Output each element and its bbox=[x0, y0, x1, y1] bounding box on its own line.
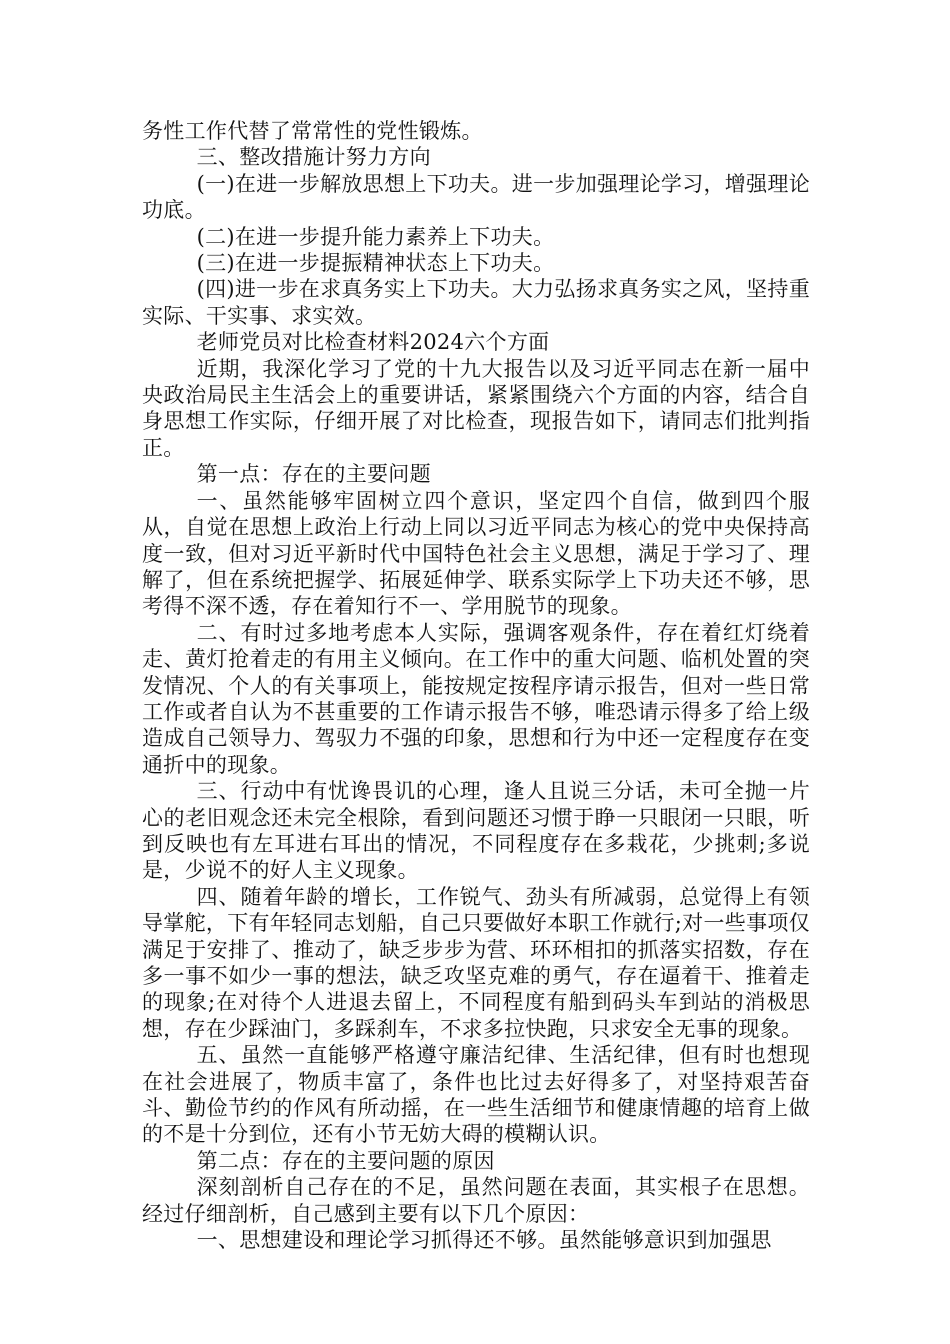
paragraph: 深刻剖析自己存在的不足，虽然问题在表面，其实根子在思想。经过仔细剖析，自己感到主要有以下几个原因： bbox=[142, 1175, 810, 1226]
paragraph: 三、整改措施计努力方向 bbox=[196, 145, 431, 170]
paragraph: 第二点：存在的主要问题的原因 bbox=[196, 1148, 495, 1173]
paragraph: 三、行动中有忧谗畏讥的心理，逢人且说三分话，未可全抛一片心的老旧观念还未完全根除，看到问题还习惯于睁一只眼闭一只眼，听到反映也有左耳进右耳出的情况，不同程度存在多栽花，少挑刺;多说是，少说不的好人主义现象。 bbox=[142, 779, 810, 883]
paragraph: (四)进一步在求真务实上下功夫。大力弘扬求真务实之风，坚持重实际、干实事、求实效。 bbox=[142, 277, 810, 328]
paragraph: 一、虽然能够牢固树立四个意识，坚定四个自信，做到四个服从，自觉在思想上政治上行动上同以习近平同志为核心的党中央保持高度一致，但对习近平新时代中国特色社会主义思想，满足于学习了、理解了，但在系统把握学、拓展延伸学、联系实际学上下功夫还不够，思考得不深不透，存在着知行不一、学用脱节的现象。 bbox=[142, 488, 810, 619]
paragraph: (一)在进一步解放思想上下功夫。进一步加强理论学习，增强理论功底。 bbox=[142, 171, 810, 223]
paragraph: (三)在进一步提振精神状态上下功夫。 bbox=[196, 251, 555, 276]
paragraph: 务性工作代替了常常性的党性锻炼。 bbox=[142, 119, 483, 143]
paragraph: 老师党员对比检查材料2024六个方面 bbox=[196, 330, 550, 355]
paragraph: 近期，我深化学习了党的十九大报告以及习近平同志在新一届中央政治局民主生活会上的重要讲话，紧紧围绕六个方面的内容，结合自身思想工作实际，仔细开展了对比检查，现报告如下，请同志们批判指正。 bbox=[142, 356, 810, 460]
paragraph: 四、随着年龄的增长，工作锐气、劲头有所减弱，总觉得上有领导掌舵，下有年轻同志划船，自己只要做好本职工作就行;对一些事项仅满足于安排了、推动了，缺乏步步为营、环环相扣的抓落实招数，存在多一事不如少一事的想法，缺乏攻坚克难的勇气，存在逼着干、推着走的现象;在对待个人进退去留上，不同程度有船到码头车到站的消极思想，存在少踩油门，多踩刹车，不求多拉快跑，只求安全无事的现象。 bbox=[142, 884, 810, 1041]
paragraph: 一、思想建设和理论学习抓得还不够。虽然能够意识到加强思 bbox=[196, 1228, 772, 1253]
paragraph: 第一点：存在的主要问题 bbox=[196, 462, 431, 487]
paragraph: 五、虽然一直能够严格遵守廉洁纪律、生活纪律，但有时也想现在社会进展了，物质丰富了，条件也比过去好得多了，对坚持艰苦奋斗、勤俭节约的作风有所动摇，在一些生活细节和健康情趣的培育上做的不是十分到位，还有小节无妨大碍的模糊认识。 bbox=[142, 1043, 810, 1147]
paragraph: 二、有时过多地考虑本人实际，强调客观条件，存在着红灯绕着走、黄灯抢着走的有用主义倾向。在工作中的重大问题、临机处置的突发情况、个人的有关事项上，能按规定按程序请示报告，但对一些日常工作或者自认为不甚重要的工作请示报告不够，唯恐请示得多了给上级造成自己领导力、驾驭力不强的印象，思想和行为中还一定程度存在变通折中的现象。 bbox=[142, 620, 810, 777]
paragraph: (二)在进一步提升能力素养上下功夫。 bbox=[196, 224, 555, 249]
document-body bbox=[142, 118, 810, 1253]
